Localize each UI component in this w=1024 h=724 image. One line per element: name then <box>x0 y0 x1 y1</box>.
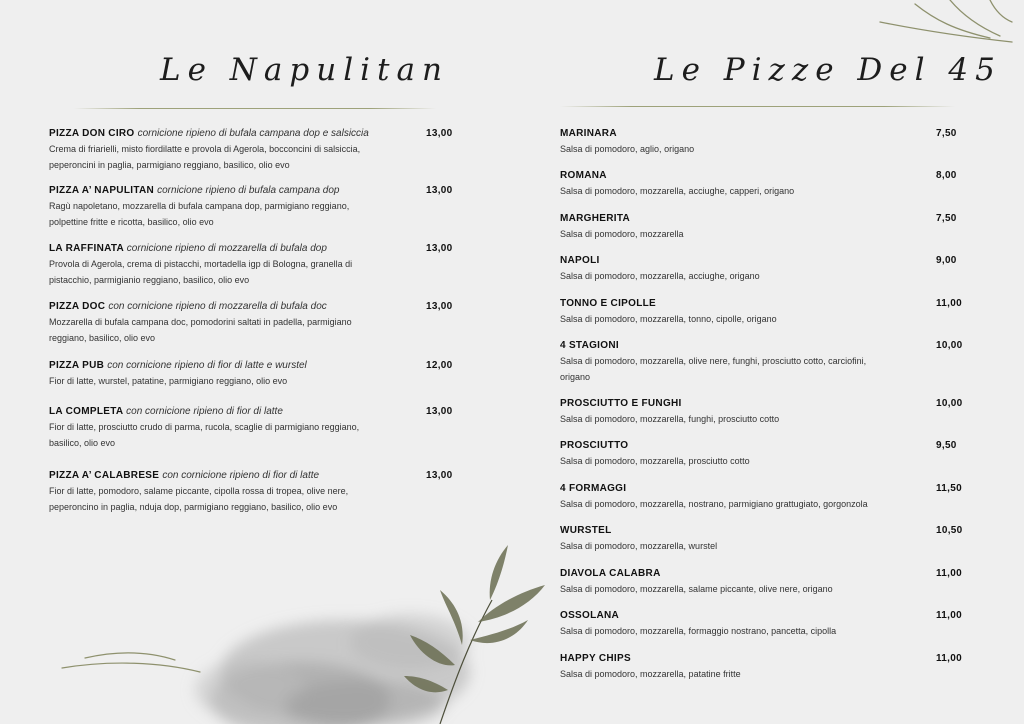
menu-item <box>560 127 957 158</box>
menu-item-description <box>560 312 900 328</box>
menu-item-price: 13,00 <box>426 185 453 196</box>
menu-item-name: PIZZA A’ CALABRESE <box>49 470 160 481</box>
menu-item-name: MARGHERITA <box>560 213 631 224</box>
menu-item-description <box>49 484 389 515</box>
menu-item <box>560 439 957 470</box>
menu-item-price: 7,50 <box>936 213 957 224</box>
menu-item-name: LA COMPLETA <box>49 406 124 417</box>
menu-item-name: HAPPY CHIPS <box>560 653 631 664</box>
menu-item <box>560 339 963 385</box>
menu-item-price: 10,00 <box>936 340 963 351</box>
menu-item-description <box>560 269 900 285</box>
menu-item-title-line <box>560 339 900 353</box>
menu-item-description-line: Provola di Agerola, crema di pistacchi, mortadella igp di Bologna, granella di <box>49 259 353 269</box>
menu-item-description <box>49 199 389 230</box>
menu-item-name: 4 FORMAGGI <box>560 483 627 494</box>
menu-item <box>560 609 962 640</box>
right-column-title: Le Pizze Del 45 <box>654 52 1002 88</box>
menu-item-description-line: Fior di latte, wurstel, patatine, parmigiano reggiano, olio evo <box>49 376 288 386</box>
left-title-divider <box>74 108 436 109</box>
menu-item <box>560 652 962 683</box>
menu-item-description <box>560 624 900 640</box>
menu-item-title-line <box>560 397 900 411</box>
menu-item-description <box>560 454 900 470</box>
menu-item-price: 11,00 <box>936 653 962 664</box>
menu-item-title-line <box>560 482 900 496</box>
menu-item-price: 13,00 <box>426 128 453 139</box>
menu-item-description <box>49 257 389 288</box>
menu-item-title-line <box>49 405 389 419</box>
menu-item-price: 9,50 <box>936 440 957 451</box>
menu-item-description-line: Salsa di pomodoro, mozzarella <box>560 229 684 239</box>
menu-item-description-line: Salsa di pomodoro, mozzarella, tonno, cipolle, origano <box>560 314 777 324</box>
menu-item <box>49 469 453 515</box>
menu-item <box>560 254 957 285</box>
menu-item <box>560 567 962 598</box>
menu-item-description <box>560 582 900 598</box>
menu-item-subtitle: con cornicione ripieno di fior di latte <box>162 470 320 481</box>
menu-item-description-line: origano <box>560 371 591 382</box>
menu-item-title-line <box>560 127 900 141</box>
menu-item <box>560 169 957 200</box>
menu-item-name: PROSCIUTTO <box>560 440 629 451</box>
menu-item-description-line: peperoncino in paglia, nduja dop, parmigiano reggiano, basilico, olio evo <box>49 501 338 512</box>
menu-item-description <box>560 497 900 513</box>
menu-item-subtitle: cornicione ripieno di mozzarella di bufala dop <box>126 243 327 254</box>
menu-item-name: TONNO E CIPOLLE <box>560 298 656 309</box>
menu-item-description <box>560 354 900 385</box>
menu-item <box>560 524 963 555</box>
menu-item-description <box>49 142 389 173</box>
menu-item-name: PIZZA PUB <box>49 360 105 371</box>
menu-item-description-line: pistacchio, parmigianio reggiano, basilico, olio evo <box>49 274 250 285</box>
menu-item-description-line: polpettine fritte e ricotta, basilico, olio evo <box>49 216 214 227</box>
menu-item-name: OSSOLANA <box>560 610 620 621</box>
menu-item <box>560 212 957 243</box>
menu-item-name: MARINARA <box>560 128 617 139</box>
menu-item-title-line <box>49 184 389 198</box>
menu-item <box>560 297 962 328</box>
menu-item-description-line: Salsa di pomodoro, aglio, origano <box>560 144 695 154</box>
menu-item-description-line: Salsa di pomodoro, mozzarella, wurstel <box>560 541 718 551</box>
right-title-divider <box>560 106 955 107</box>
menu-item <box>560 397 963 428</box>
menu-item-description-line: Crema di friarielli, misto fiordilatte e provola di Agerola, bocconcini di salsiccia, <box>49 144 361 154</box>
menu-item-description <box>49 315 389 346</box>
menu-item-title-line <box>560 652 900 666</box>
menu-item-title-line <box>49 300 389 314</box>
menu-item-price: 10,50 <box>936 525 963 536</box>
menu-item-description-line: Ragù napoletano, mozzarella di bufala campana dop, parmigiano reggiano, <box>49 201 350 211</box>
menu-item-description-line: Mozzarella di bufala campana doc, pomodorini saltati in padella, parmigiano <box>49 317 352 327</box>
menu-item-price: 11,00 <box>936 568 962 579</box>
menu-item-description <box>49 374 389 390</box>
menu-item-description <box>560 184 900 200</box>
menu-item-name: ROMANA <box>560 170 607 181</box>
menu-item-title-line <box>560 212 900 226</box>
menu-item-description-line: Salsa di pomodoro, mozzarella, prosciutto cotto <box>560 456 750 466</box>
menu-item-price: 13,00 <box>426 470 453 481</box>
menu-item-description <box>560 412 900 428</box>
menu-item-description-line: Salsa di pomodoro, mozzarella, acciughe, origano <box>560 271 760 281</box>
menu-item-title-line <box>49 242 389 256</box>
menu-item-title-line <box>560 609 900 623</box>
menu-item-title-line <box>560 254 900 268</box>
menu-item-name: DIAVOLA CALABRA <box>560 568 661 579</box>
menu-item-price: 13,00 <box>426 406 453 417</box>
menu-item-title-line <box>560 439 900 453</box>
menu-item-description <box>560 667 900 683</box>
menu-item-description-line: Salsa di pomodoro, mozzarella, acciughe, capperi, origano <box>560 186 795 196</box>
menu-item <box>49 300 453 346</box>
menu-item <box>49 359 453 390</box>
menu-item-name: PIZZA A’ NAPULITAN <box>49 185 155 196</box>
menu-item-description-line: Fior di latte, prosciutto crudo di parma, rucola, scaglie di parmigiano reggiano, <box>49 422 360 432</box>
menu-item-description-line: Salsa di pomodoro, mozzarella, olive nere, funghi, prosciutto cotto, carciofini, <box>560 356 867 366</box>
menu-item-name: PROSCIUTTO E FUNGHI <box>560 398 682 409</box>
menu-item-title-line <box>560 169 900 183</box>
menu-item-price: 12,00 <box>426 360 453 371</box>
menu-item <box>49 242 453 288</box>
menu-item-description <box>49 420 389 451</box>
menu-item-title-line <box>49 359 389 373</box>
menu-item-subtitle: con cornicione ripieno di fior di latte <box>126 406 283 417</box>
menu-item-description-line: peperoncini in paglia, parmigiano reggiano, basilico, olio evo <box>49 159 290 170</box>
menu-item <box>49 127 453 173</box>
menu-item <box>560 482 962 513</box>
menu-item-title-line <box>560 524 900 538</box>
menu-item-name: LA RAFFINATA <box>49 243 124 254</box>
menu-item-price: 11,00 <box>936 298 962 309</box>
menu-item-title-line <box>560 567 900 581</box>
menu-item <box>49 184 453 230</box>
left-column-title: Le Napulitan <box>160 52 449 88</box>
menu-item-name: PIZZA DON CIRO <box>49 128 135 139</box>
menu-item <box>49 405 453 451</box>
menu-item-price: 9,00 <box>936 255 957 266</box>
menu-item-description-line: Salsa di pomodoro, mozzarella, formaggio nostrano, pancetta, cipolla <box>560 626 837 636</box>
menu-item-description <box>560 142 900 158</box>
menu-item-subtitle: cornicione ripieno di bufala campana dop e salsiccia <box>137 128 369 139</box>
menu-item-description-line: Salsa di pomodoro, mozzarella, salame piccante, olive nere, origano <box>560 584 833 594</box>
menu-item-name: NAPOLI <box>560 255 600 266</box>
menu-item-description-line: basilico, olio evo <box>49 437 116 448</box>
menu-item-subtitle: cornicione ripieno di bufala campana dop <box>157 185 340 196</box>
menu-item-description-line: Salsa di pomodoro, mozzarella, patatine fritte <box>560 669 741 679</box>
menu-item-name: WURSTEL <box>560 525 612 536</box>
menu-item-description-line: Salsa di pomodoro, mozzarella, funghi, prosciutto cotto <box>560 414 780 424</box>
menu-item-description <box>560 227 900 243</box>
menu-item-price: 8,00 <box>936 170 957 181</box>
menu-item-subtitle: con cornicione ripieno di fior di latte e wurstel <box>107 360 307 371</box>
menu-item-price: 13,00 <box>426 243 453 254</box>
menu-item-price: 7,50 <box>936 128 957 139</box>
menu-item-description-line: reggiano, basilico, olio evo <box>49 332 156 343</box>
menu-item-price: 10,00 <box>936 398 963 409</box>
menu-item-description <box>560 539 900 555</box>
menu-item-price: 11,50 <box>936 483 962 494</box>
menu-item-name: 4 STAGIONI <box>560 340 619 351</box>
menu-item-description-line: Salsa di pomodoro, mozzarella, nostrano, parmigiano grattugiato, gorgonzola <box>560 499 868 509</box>
menu-item-subtitle: con cornicione ripieno di mozzarella di bufala doc <box>108 301 327 312</box>
menu-item-title-line <box>560 297 900 311</box>
menu-item-price: 13,00 <box>426 301 453 312</box>
menu-item-description-line: Fior di latte, pomodoro, salame piccante, cipolla rossa di tropea, olive nere, <box>49 486 349 496</box>
menu-item-title-line <box>49 127 389 141</box>
menu-item-title-line <box>49 469 389 483</box>
menu-item-price: 11,00 <box>936 610 962 621</box>
menu-item-name: PIZZA DOC <box>49 301 106 312</box>
